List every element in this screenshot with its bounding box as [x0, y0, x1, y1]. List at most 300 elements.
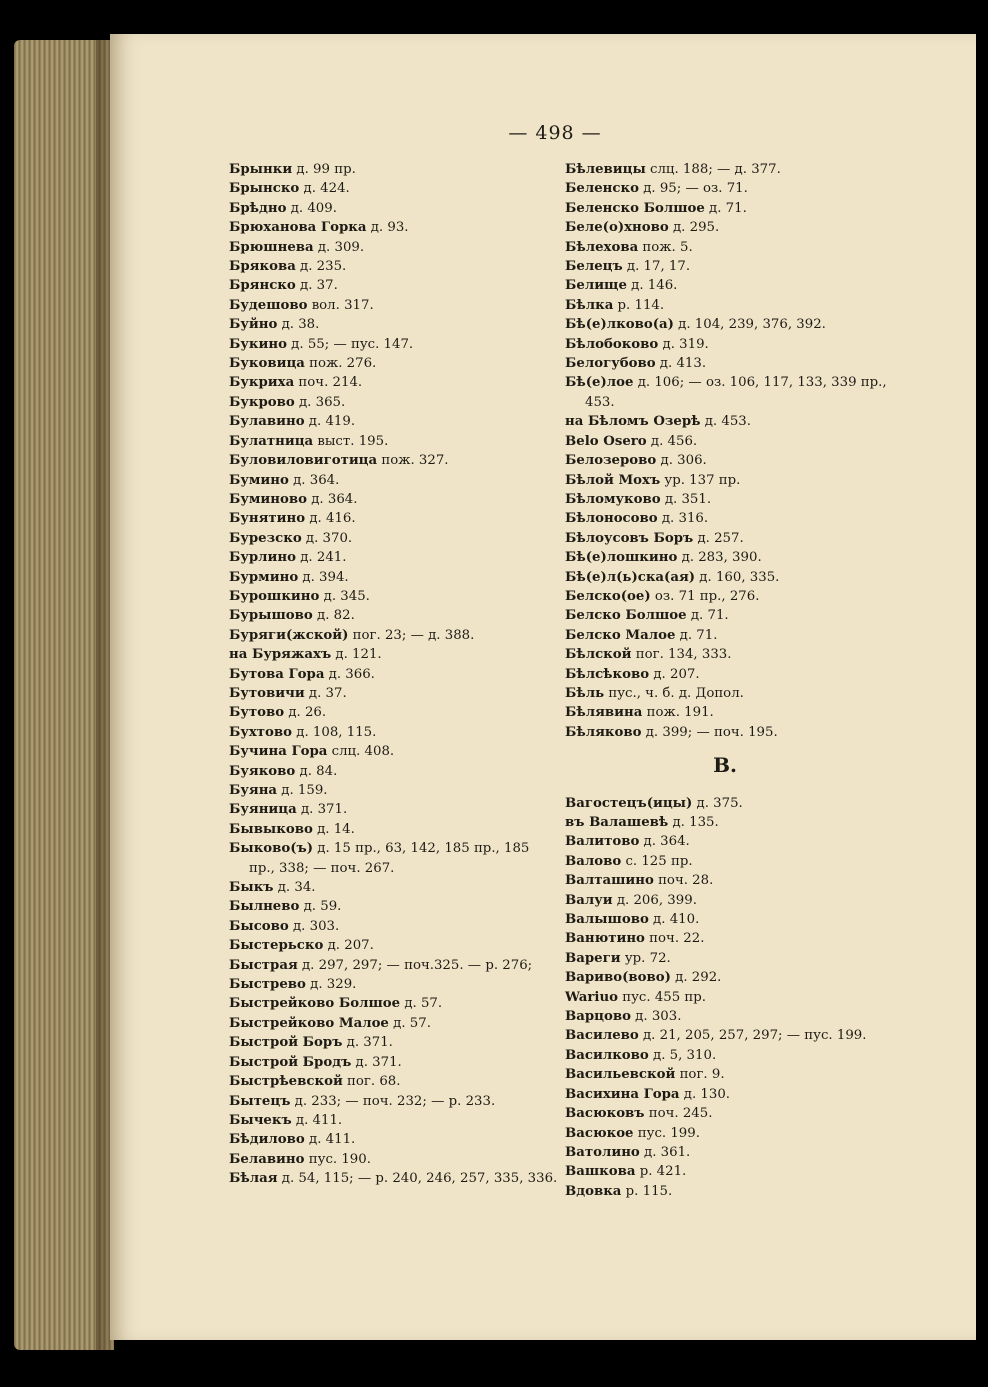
entry-reference: поч. 28.	[653, 873, 714, 889]
index-entry	[229, 179, 559, 198]
entry-reference: д. 319.	[658, 336, 709, 352]
entry-reference: д. 130.	[679, 1086, 731, 1102]
entry-reference: р. 115.	[621, 1183, 673, 1199]
entry-term: Буминово	[229, 491, 307, 507]
entry-term: на Бѣломъ Озерѣ	[565, 414, 701, 430]
index-entry	[229, 839, 559, 878]
index-entry	[229, 276, 559, 295]
index-entry	[565, 910, 895, 929]
entry-reference: д. 411.	[304, 1132, 356, 1148]
index-entry	[229, 606, 559, 625]
index-entry	[565, 296, 895, 315]
index-entry	[565, 1162, 895, 1181]
index-entry	[229, 160, 559, 179]
entry-reference: д. 38.	[277, 317, 320, 333]
entry-reference: слц. 188; — д. 377.	[645, 162, 781, 177]
index-entry	[229, 296, 559, 315]
entry-reference: д. 424.	[299, 181, 350, 197]
index-entry	[565, 871, 895, 890]
entry-reference: д. 160, 335.	[695, 569, 780, 585]
entry-reference: д. 306.	[656, 453, 707, 469]
entry-reference: д. 55; — пус. 147.	[286, 336, 414, 352]
index-entry	[229, 509, 559, 528]
entry-term: Бутовичи	[229, 685, 305, 701]
entry-reference: д. 235.	[295, 259, 347, 275]
entry-term: Булавино	[229, 414, 305, 430]
entry-term: Бѣ(е)лое	[565, 375, 634, 391]
index-entry	[565, 451, 895, 470]
entry-reference: пог. 9.	[675, 1067, 725, 1083]
entry-reference: д. 361.	[639, 1144, 691, 1160]
entry-reference: д. 146.	[626, 278, 678, 294]
entry-term: Беленско Болшое	[565, 200, 705, 216]
entry-term: Варцово	[565, 1009, 631, 1025]
index-entry	[565, 490, 895, 509]
index-entry	[229, 548, 559, 567]
entry-reference: д. 371.	[296, 802, 348, 818]
entry-term: Бывыково	[229, 821, 313, 837]
entry-term: Брынки	[229, 162, 293, 177]
entry-term: Бысово	[229, 918, 289, 934]
entry-reference: д. 15 пр., 63, 142, 185 пр., 185 пр., 338; — поч. 267.	[249, 841, 530, 876]
entry-term: Валитово	[565, 834, 640, 850]
entry-term: Василево	[565, 1028, 639, 1044]
entry-reference: д. 371.	[351, 1054, 402, 1070]
index-entry	[229, 1150, 559, 1169]
entry-reference: пож. 191.	[642, 705, 714, 721]
index-entry	[565, 813, 895, 832]
entry-term: Бѣлсѣково	[565, 666, 650, 682]
page-number: — 498 —	[508, 122, 602, 144]
entry-reference: д. 95; — оз. 71.	[638, 181, 748, 197]
entry-reference: д. 297, 297; — поч.325. — р. 276;	[297, 957, 533, 973]
entry-term: Буяково	[229, 763, 296, 779]
entry-term: Валташино	[565, 873, 654, 889]
entry-reference: д. 106; — оз. 106, 117, 133, 339 пр., 453.	[585, 375, 887, 410]
entry-reference: пог. 68.	[342, 1074, 401, 1090]
entry-reference: пус. 199.	[633, 1125, 700, 1141]
entry-reference: д. 241.	[296, 550, 347, 566]
entry-term: Бѣдилово	[229, 1132, 305, 1148]
entry-term: Бѣлая	[229, 1171, 278, 1187]
entry-term: Буковица	[229, 356, 305, 372]
index-entry	[229, 335, 559, 354]
entry-term: Бутово	[229, 705, 285, 721]
entry-reference: д. 329.	[305, 977, 357, 993]
entry-reference: д. 309.	[313, 239, 365, 255]
entry-reference: пож. 327.	[377, 453, 449, 469]
entry-reference: д. 207.	[323, 938, 374, 954]
index-entry	[229, 762, 559, 781]
index-column-left	[229, 160, 559, 1189]
index-entry	[229, 393, 559, 412]
entry-reference: д. 54, 115; — р. 240, 246, 257, 335, 336.	[277, 1171, 558, 1187]
entry-term: Быкъ	[229, 880, 274, 896]
entry-reference: д. 292.	[670, 970, 722, 986]
entry-reference: д. 37.	[304, 685, 347, 701]
entry-term: Белогубово	[565, 356, 656, 372]
entry-term: Быстрѣевской	[229, 1074, 343, 1090]
entry-reference: д. 71.	[675, 627, 718, 643]
index-entry	[229, 645, 559, 664]
index-entry	[565, 684, 895, 703]
entry-term: Белище	[565, 278, 627, 294]
index-entry	[565, 1046, 895, 1065]
index-entry	[229, 432, 559, 451]
entry-term: Васихина Гора	[565, 1086, 680, 1102]
index-entry	[229, 723, 559, 742]
index-entry	[229, 257, 559, 276]
entry-reference: пус. 455 пр.	[618, 989, 707, 1005]
entry-term: Валово	[565, 853, 622, 869]
entry-term: Вариво(вово)	[565, 970, 671, 986]
entry-reference: р. 421.	[635, 1164, 687, 1180]
entry-term: Брянско	[229, 278, 296, 294]
index-entry	[229, 1169, 559, 1188]
entry-term: Бѣлоносово	[565, 511, 658, 527]
entry-term: Валуи	[565, 892, 613, 908]
entry-term: Буяница	[229, 802, 297, 818]
index-entry	[565, 548, 895, 567]
index-entry	[565, 568, 895, 587]
entry-reference: д. 135.	[668, 815, 719, 830]
index-entry	[565, 354, 895, 373]
entry-term: Бытецъ	[229, 1093, 291, 1109]
index-entry	[565, 1104, 895, 1123]
entry-reference: д. 453.	[700, 414, 751, 430]
index-column-right	[565, 160, 895, 1201]
entry-term: Белско(ое)	[565, 588, 651, 604]
entry-term: Белозерово	[565, 453, 657, 469]
entry-term: Вагостецъ(ицы)	[565, 795, 693, 811]
entry-term: Белско Болшое	[565, 608, 687, 624]
entry-term: Бѣ(е)лково(а)	[565, 317, 674, 333]
entry-term: Бѣлка	[565, 297, 614, 313]
entry-reference: пож. 276.	[304, 356, 377, 372]
entry-reference: д. 59.	[299, 899, 342, 915]
entry-reference: д. 399; — поч. 195.	[641, 724, 778, 740]
entry-reference: поч. 214.	[294, 375, 363, 391]
entry-reference: д. 364.	[288, 472, 340, 488]
entry-term: Белско Малое	[565, 627, 676, 643]
index-entry	[565, 949, 895, 968]
index-entry	[565, 1182, 895, 1201]
entry-term: Буряги(жской)	[229, 627, 349, 643]
entry-term: Васюковъ	[565, 1106, 645, 1122]
entry-term: Беле(о)хново	[565, 220, 669, 236]
entry-term: Бѣ(е)лошкино	[565, 550, 678, 566]
entry-reference: поч. 245.	[644, 1106, 713, 1122]
entry-reference: д. 411.	[291, 1112, 343, 1128]
entry-reference: слц. 408.	[327, 744, 395, 760]
entry-reference: д. 364.	[307, 491, 358, 507]
entry-reference: поч. 22.	[644, 931, 705, 947]
entry-reference: д. 257.	[693, 530, 744, 546]
index-entry	[229, 1033, 559, 1052]
entry-reference: д. 371.	[342, 1035, 393, 1051]
entry-reference: д. 71.	[686, 608, 729, 624]
index-entry	[229, 800, 559, 819]
index-entry	[229, 878, 559, 897]
section-letter-v: В.	[713, 753, 737, 778]
entry-term: Бухтово	[229, 724, 293, 740]
index-entry	[229, 1072, 559, 1091]
entry-reference: пог. 134, 333.	[631, 647, 732, 663]
index-entry	[229, 897, 559, 916]
index-entry	[565, 665, 895, 684]
entry-term: Бутова Гора	[229, 666, 325, 682]
index-entry	[229, 529, 559, 548]
entry-term: Быстрая	[229, 957, 298, 973]
index-entry	[229, 471, 559, 490]
entry-term: Брякова	[229, 259, 296, 275]
entry-term: Бѣлской	[565, 647, 632, 663]
index-entry	[229, 451, 559, 470]
entry-term: Бумино	[229, 472, 289, 488]
index-list-v	[565, 794, 895, 1202]
index-entry	[565, 471, 895, 490]
entry-reference: д. 207.	[649, 666, 700, 682]
index-entry	[229, 975, 559, 994]
entry-term: Бѣ(е)л(ь)ска(ая)	[565, 569, 696, 585]
index-entry	[565, 1143, 895, 1162]
index-entry	[565, 703, 895, 722]
entry-term: Бѣляково	[565, 724, 642, 740]
index-entry	[229, 994, 559, 1013]
index-entry	[565, 988, 895, 1007]
entry-term: Вашкова	[565, 1164, 636, 1180]
index-entry	[565, 587, 895, 606]
entry-term: Бучина Гора	[229, 744, 328, 760]
entry-term: Букрово	[229, 394, 295, 410]
entry-reference: д. 104, 239, 376, 392.	[673, 317, 826, 333]
index-entry	[565, 257, 895, 276]
entry-term: Бѣль	[565, 685, 605, 701]
index-entry	[229, 917, 559, 936]
index-entry	[565, 626, 895, 645]
entry-term: Белецъ	[565, 259, 623, 275]
entry-term: Васильевской	[565, 1067, 676, 1083]
index-entry	[229, 1130, 559, 1149]
entry-term: Бѣлобоково	[565, 336, 659, 352]
entry-term: на Буряжахъ	[229, 647, 332, 663]
entry-term: Буловиловиготица	[229, 453, 378, 469]
entry-term: Бычекъ	[229, 1112, 292, 1128]
entry-term: Белавино	[229, 1151, 305, 1167]
entry-term: Вдовка	[565, 1183, 622, 1199]
index-entry	[229, 742, 559, 761]
entry-term: Будешово	[229, 297, 308, 313]
entry-term: въ Валашевѣ	[565, 815, 669, 830]
index-entry	[565, 1026, 895, 1045]
index-entry	[565, 335, 895, 354]
index-entry	[229, 218, 559, 237]
index-entry	[565, 199, 895, 218]
entry-reference: д. 233; — поч. 232; — р. 233.	[290, 1093, 496, 1109]
entry-term: Быстрейково Болшое	[229, 996, 401, 1012]
entry-reference: д. 34.	[273, 880, 316, 896]
index-entry	[229, 820, 559, 839]
entry-term: Быстерьско	[229, 938, 324, 954]
index-entry	[565, 1007, 895, 1026]
entry-reference: д. 419.	[304, 414, 356, 430]
index-entry	[229, 354, 559, 373]
index-entry	[565, 891, 895, 910]
entry-reference: д. 303.	[630, 1009, 682, 1025]
index-entry	[565, 1085, 895, 1104]
index-entry	[565, 218, 895, 237]
entry-reference: д. 345.	[319, 588, 370, 604]
entry-term: Бурмино	[229, 569, 299, 585]
entry-term: Бурлино	[229, 550, 297, 566]
entry-term: Бѣломуково	[565, 491, 661, 507]
index-entry	[565, 238, 895, 257]
index-entry	[565, 606, 895, 625]
entry-reference: д. 206, 399.	[612, 892, 697, 908]
entry-reference: д. 410.	[648, 912, 700, 928]
index-entry	[565, 645, 895, 664]
entry-term: Бурошкино	[229, 588, 320, 604]
entry-reference: д. 366.	[324, 666, 375, 682]
entry-reference: д. 84.	[295, 763, 338, 779]
entry-reference: д. 370.	[301, 530, 353, 546]
index-entry	[229, 490, 559, 509]
entry-term: Буйно	[229, 317, 278, 333]
index-entry	[565, 412, 895, 431]
entry-reference: ур. 137 пр.	[660, 472, 741, 488]
index-entry	[229, 665, 559, 684]
index-entry	[565, 929, 895, 948]
entry-reference: д. 14.	[312, 821, 355, 837]
entry-reference: д. 303.	[288, 918, 340, 934]
index-entry	[229, 1053, 559, 1072]
index-entry	[565, 723, 895, 742]
index-entry	[229, 936, 559, 955]
entry-term: Бѣлоусовъ Боръ	[565, 530, 694, 546]
entry-term: Беленско	[565, 181, 639, 197]
index-entry	[229, 626, 559, 645]
index-entry	[229, 1014, 559, 1033]
entry-reference: д. 37.	[295, 278, 338, 294]
entry-term: Буяна	[229, 783, 278, 798]
index-entry	[229, 412, 559, 431]
entry-reference: д. 456.	[646, 433, 698, 449]
entry-term: Бѣлехова	[565, 239, 639, 255]
entry-term: Бунятино	[229, 511, 306, 527]
index-entry	[229, 238, 559, 257]
entry-reference: оз. 71 пр., 276.	[650, 588, 760, 604]
entry-term: Букриха	[229, 375, 295, 391]
entry-term: Валышово	[565, 912, 649, 928]
entry-reference: д. 57.	[400, 996, 443, 1012]
index-entry	[565, 529, 895, 548]
entry-term: Ватолино	[565, 1144, 640, 1160]
entry-reference: д. 364.	[639, 834, 690, 850]
entry-term: Быстрейково Малое	[229, 1015, 389, 1031]
entry-term: Букино	[229, 336, 287, 352]
entry-reference: с. 125 пр.	[621, 853, 693, 869]
entry-reference: вол. 317.	[307, 297, 374, 313]
entry-term: Булатница	[229, 433, 314, 449]
entry-reference: д. 93.	[366, 220, 409, 236]
index-entry	[565, 1065, 895, 1084]
entry-reference: ур. 72.	[620, 950, 671, 966]
index-entry	[565, 852, 895, 871]
entry-reference: д. 159.	[277, 783, 328, 798]
index-entry	[229, 1111, 559, 1130]
entry-reference: р. 114.	[613, 297, 665, 313]
entry-term: Бурышово	[229, 608, 313, 624]
entry-term: Быково(ъ)	[229, 841, 314, 857]
index-entry	[229, 1092, 559, 1111]
entry-reference: д. 17, 17.	[622, 259, 691, 275]
entry-term: Брюшнева	[229, 239, 314, 255]
index-entry	[565, 160, 895, 179]
entry-reference: д. 5, 310.	[648, 1047, 717, 1063]
entry-reference: д. 71.	[704, 200, 747, 216]
index-entry	[565, 373, 895, 412]
entry-term: Брынско	[229, 181, 300, 197]
entry-reference: пог. 23; — д. 388.	[348, 627, 475, 643]
index-entry	[229, 568, 559, 587]
entry-reference: д. 295.	[668, 220, 720, 236]
entry-term: Belo Osero	[565, 433, 647, 449]
entry-reference: д. 121.	[331, 647, 382, 663]
index-list-b-continued	[565, 160, 895, 742]
entry-reference: д. 351.	[660, 491, 712, 507]
index-entry	[229, 684, 559, 703]
entry-reference: д. 375.	[692, 795, 743, 811]
index-entry	[229, 703, 559, 722]
index-entry	[565, 968, 895, 987]
entry-reference: выст. 195.	[313, 433, 389, 449]
entry-reference: д. 413.	[655, 356, 707, 372]
entry-reference: д. 26.	[284, 705, 327, 721]
entry-reference: д. 82.	[312, 608, 355, 624]
index-entry	[229, 199, 559, 218]
index-entry	[229, 956, 559, 975]
entry-reference: д. 108, 115.	[292, 724, 377, 740]
entry-term: Быстрой Бродъ	[229, 1054, 352, 1070]
entry-term: Ванютино	[565, 931, 645, 947]
entry-term: Бурезско	[229, 530, 302, 546]
entry-reference: д. 21, 205, 257, 297; — пус. 199.	[638, 1028, 867, 1044]
index-entry	[565, 1124, 895, 1143]
index-entry	[565, 315, 895, 334]
entry-term: Бѣлой Мохъ	[565, 472, 661, 488]
entry-reference: д. 409.	[286, 200, 337, 216]
entry-reference: пус., ч. б. д. Допол.	[604, 685, 744, 701]
entry-term: Быстрой Боръ	[229, 1035, 343, 1051]
index-entry	[229, 373, 559, 392]
entry-reference: д. 416.	[305, 511, 356, 527]
entry-term: Быстрево	[229, 977, 306, 993]
index-entry	[565, 276, 895, 295]
entry-reference: д. 394.	[298, 569, 349, 585]
entry-term: Бѣлявина	[565, 705, 643, 721]
entry-reference: пус. 190.	[304, 1151, 371, 1167]
index-entry	[229, 587, 559, 606]
entry-term: Васюкое	[565, 1125, 634, 1141]
index-entry	[565, 179, 895, 198]
entry-term: Бѣлевицы	[565, 162, 646, 177]
index-entry	[565, 832, 895, 851]
index-entry	[229, 315, 559, 334]
entry-term: Василково	[565, 1047, 649, 1063]
index-entry	[229, 781, 559, 800]
entry-term: Былнево	[229, 899, 300, 915]
entry-reference: д. 316.	[657, 511, 709, 527]
